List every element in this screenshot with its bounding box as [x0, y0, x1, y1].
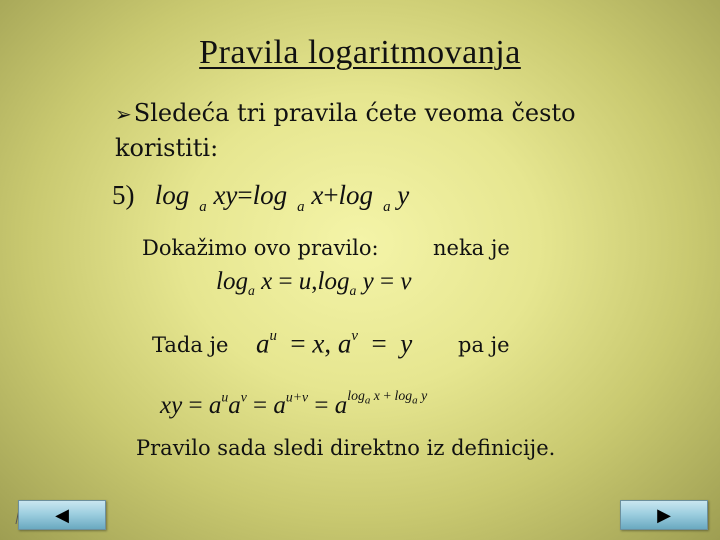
equals-sign: = — [237, 180, 253, 210]
log-base: a — [383, 198, 391, 215]
so-label: pa je — [458, 333, 510, 357]
triangle-right-icon: ▶ — [657, 504, 671, 526]
triangle-left-icon: ◀ — [55, 504, 69, 526]
slide-title — [0, 34, 720, 72]
log-base: a — [199, 198, 207, 215]
log-arg: x — [311, 180, 324, 210]
rule-number: 5) — [112, 180, 135, 210]
then-label: Tada je — [152, 333, 229, 357]
proof-intro: Dokažimo ovo pravilo: — [142, 236, 379, 260]
previous-slide-button[interactable] — [18, 500, 106, 530]
let-label: neka je — [433, 236, 510, 260]
plus-sign: + — [323, 180, 339, 210]
log-word: log — [154, 180, 190, 210]
conclusion-text: Pravilo sada sledi direktno iz definicije. — [136, 436, 556, 460]
log-arg: xy — [213, 180, 238, 210]
rule-5-formula — [112, 180, 409, 216]
log-word: log — [338, 180, 374, 210]
derivation-formula: xy = $a^ua^v = a^{u+v} = a^{log_a x + log_a y}$ — [160, 388, 428, 420]
exponent-formula: $a^u = x$, $a^v = y$ — [256, 328, 413, 359]
bullet-text: Sledeća tri pravila ćete veoma često koristiti: — [115, 99, 576, 162]
next-slide-button[interactable] — [620, 500, 708, 530]
slide-title-text: Pravila logaritmovanja — [199, 34, 521, 71]
log-arg: y — [397, 180, 410, 210]
bullet-point — [115, 96, 635, 165]
log-word: log — [252, 180, 288, 210]
arrow-bullet-icon: ➢ — [115, 102, 132, 126]
log-base: a — [297, 198, 305, 215]
substitution-formula: $\log_a x = u,\log_a$ y = v — [216, 268, 412, 299]
